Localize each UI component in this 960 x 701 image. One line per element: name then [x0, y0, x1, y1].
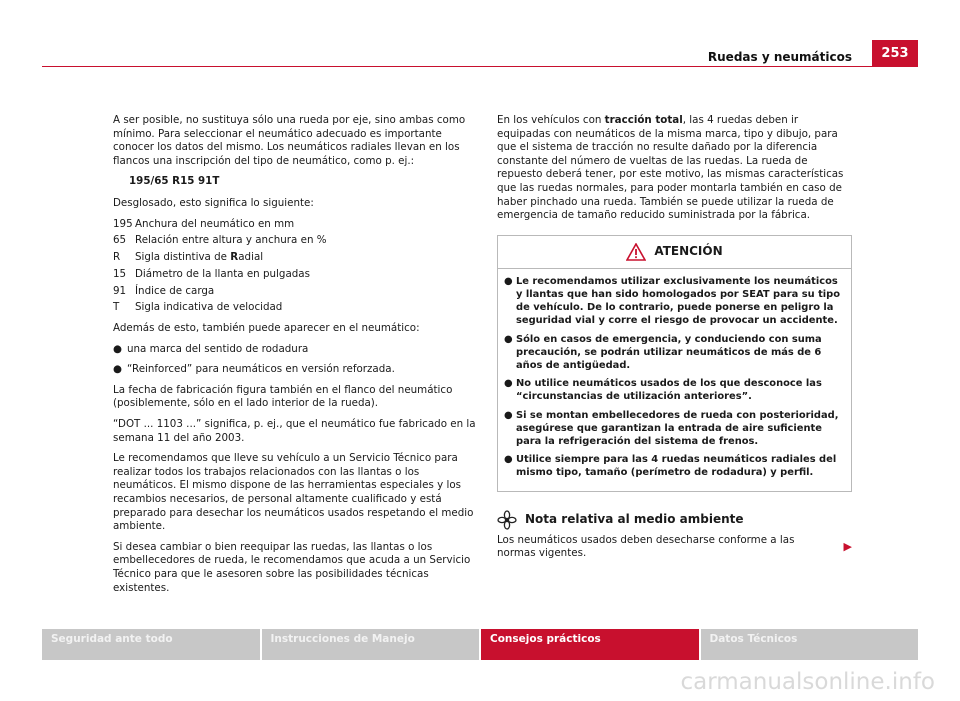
also-intro: Además de esto, también puede aparecer en el neumático:	[113, 322, 420, 335]
eco-leaf-icon	[497, 510, 517, 530]
right-column	[497, 114, 852, 561]
definition-text-prefix: Sigla distintiva de	[135, 251, 231, 264]
warning-item-text: No utilice neumáticos usados de los que desconoce las “circunstancias de utilización anteriores”.	[516, 378, 822, 403]
warning-item-text: Le recomendamos utilizar exclusivamente los neumáticos y llantas que han sido homologados por SEAT para su tipo de vehículo. De lo contrario, puede ponerse en peligro la seguridad vial y corre el riesgo de provocar un accidente.	[516, 275, 841, 327]
definition-row	[113, 268, 476, 282]
warning-triangle-icon	[626, 243, 646, 261]
definition-text: Diámetro de la llanta en pulgadas	[135, 267, 310, 280]
warning-box	[497, 235, 852, 492]
footer-tab-instrucciones[interactable]: Instrucciones de Manejo	[262, 629, 480, 660]
warning-title: ATENCIÓN	[654, 243, 723, 258]
definition-row	[113, 234, 476, 248]
header-rule	[42, 66, 918, 67]
bullet-icon: ●	[504, 409, 513, 421]
bullet-icon: ●	[113, 342, 122, 355]
definition-text: Anchura del neumático en mm	[135, 217, 295, 230]
warning-item-text: Utilice siempre para las 4 ruedas neumáticos radiales del mismo tipo, tamaño (perímetro de rodadura) y perfil.	[516, 454, 837, 479]
bullet-icon: ●	[504, 275, 513, 287]
environment-note	[497, 534, 852, 561]
definition-text	[135, 251, 263, 265]
date-paragraph: La fecha de fabricación figura también en el flanco del neumático (posiblemente, sólo en el lado interior de la rueda).	[113, 383, 453, 410]
warning-item	[504, 333, 845, 373]
awd-prefix: En los vehículos con	[497, 114, 605, 126]
warning-item	[504, 409, 845, 449]
definition-code: 91	[113, 284, 127, 297]
definition-text: Índice de carga	[135, 284, 215, 297]
footer-nav	[42, 629, 918, 660]
footer-tab-datos[interactable]: Datos Técnicos	[701, 629, 919, 660]
definition-code: R	[113, 251, 121, 264]
environment-text: Los neumáticos usados deben desecharse conforme a las normas vigentes.	[497, 533, 795, 560]
bullet-icon: ●	[504, 454, 513, 466]
warning-item	[504, 377, 845, 403]
bullet-icon: ●	[504, 333, 513, 345]
definition-code: 195	[113, 217, 133, 230]
bullet-item	[113, 343, 476, 357]
page-number: 253	[872, 40, 918, 67]
definition-text-rest: adial	[238, 251, 264, 264]
intro-paragraph: A ser posible, no sustituya sólo una rueda por eje, sino ambas como mínimo. Para seleccionar el neumático adecuado es importante conocer los datos del mismo. Los neumáticos radiales llevan en los flancos una inscripción del tipo de neumático, como p. ej.:	[113, 114, 466, 167]
awd-rest: , las 4 ruedas deben ir equipadas con neumáticos de la misma marca, tipo y dibujo, para que el sistema de tracción no resulte dañado por la diferencia constante del número de vueltas de las ruedas. La rueda de repuesto deberá tener, por este motivo, las mismas características que las ruedas normales, para poder montarla también en caso de haber pinchado una rueda. También se puede utilizar la rueda de emergencia de tamaño reducido suministrada por la fábrica.	[497, 114, 844, 222]
definition-row	[113, 218, 476, 232]
warning-item	[504, 275, 845, 328]
definition-row	[113, 285, 476, 299]
environment-title: Nota relativa al medio ambiente	[525, 511, 744, 526]
service-paragraph: Le recomendamos que lleve su vehículo a un Servicio Técnico para realizar todos los trabajos relacionados con las llantas o los neumáticos. El mismo dispone de las herramientas especiales y los recambios necesarios, de personal altamente cualificado y está preparado para desechar los neumáticos usados respetando el medio ambiente.	[113, 452, 474, 533]
next-page-arrow-icon[interactable]: ▶	[843, 540, 852, 554]
definition-row	[113, 301, 476, 315]
bullet-icon: ●	[113, 363, 122, 376]
awd-bold: tracción total	[604, 114, 683, 126]
dot-paragraph: “DOT ... 1103 ...” significa, p. ej., que el neumático fue fabricado en la semana 11 del año 2003.	[113, 418, 476, 444]
definition-code: T	[113, 301, 120, 314]
warning-item-text: Sólo en casos de emergencia, y conduciendo con suma precaución, se podrán utilizar neumáticos de más de 6 años de antigüedad.	[516, 333, 822, 371]
warning-item	[504, 453, 845, 479]
breakdown-intro: Desglosado, esto significa lo siguiente:	[113, 196, 314, 209]
watermark: carmanualsonline.info	[680, 669, 935, 695]
bullet-item	[113, 363, 476, 377]
bullet-text: “Reinforced” para neumáticos en versión reforzada.	[127, 363, 395, 376]
change-paragraph: Si desea cambiar o bien reequipar las ruedas, las llantas o los embellecedores de rueda, le recomendamos que acuda a un Servicio Técnico para que le asesoren sobre las posibilidades técnicas existentes.	[113, 540, 471, 594]
left-column	[113, 114, 476, 602]
definition-text: Relación entre altura y anchura en %	[135, 234, 327, 247]
page-header-title: Ruedas y neumáticos	[707, 50, 852, 64]
definition-code: 65	[113, 234, 127, 247]
footer-tab-seguridad[interactable]: Seguridad ante todo	[42, 629, 260, 660]
definition-code: 15	[113, 267, 127, 280]
warning-item-text: Si se montan embellecedores de rueda con posterioridad, asegúrese que garantizan la entrada de aire suficiente para la refrigeración del sistema de frenos.	[516, 409, 839, 447]
tire-code-definitions	[113, 218, 476, 316]
awd-paragraph	[497, 114, 852, 223]
environment-header	[497, 510, 852, 530]
tire-code-example: 195/65 R15 91T	[129, 175, 220, 188]
definition-row	[113, 251, 476, 265]
warning-header	[498, 236, 851, 269]
definition-text: Sigla indicativa de velocidad	[135, 301, 283, 314]
bullet-icon: ●	[504, 378, 513, 390]
bullet-text: una marca del sentido de rodadura	[127, 342, 309, 355]
definition-text-bold: R	[230, 251, 239, 264]
footer-tab-consejos[interactable]: Consejos prácticos	[481, 629, 699, 660]
